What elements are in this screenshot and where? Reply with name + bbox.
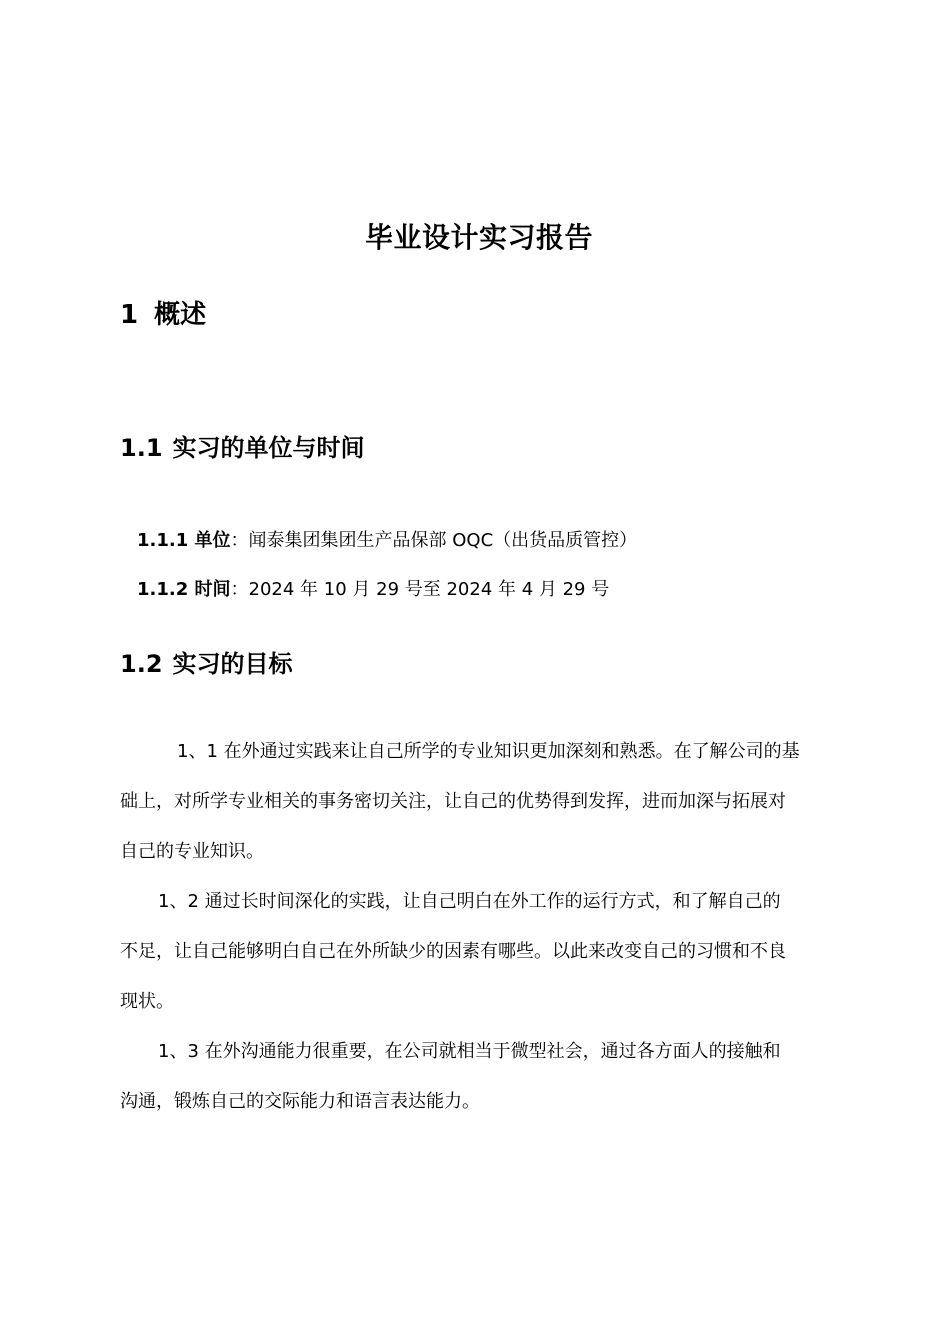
goal-1-line-1: 1、1 在外通过实践来让自己所学的专业知识更加深刻和熟悉。在了解公司的基: [177, 741, 800, 762]
goal-2-line-1: 1、2 通过长时间深化的实践，让自己明白在外工作的运行方式，和了解自己的: [158, 891, 781, 912]
section-1-2-title: 实习的目标: [172, 650, 293, 678]
section-1-1-number: 1.1: [120, 434, 163, 462]
section-1-2-number: 1.2: [120, 650, 163, 678]
section-1-number: 1: [120, 300, 139, 330]
unit-separator: ：: [230, 530, 249, 551]
section-1-2-heading: [120, 644, 293, 679]
section-1-heading: [120, 294, 206, 331]
internship-time: [137, 575, 609, 601]
goal-2-line-2: 不足，让自己能够明白自己在外所缺少的因素有哪些。以此来改变自己的习惯和不良: [120, 941, 786, 962]
goal-2-line-3: 现状。: [120, 991, 174, 1012]
goal-paragraph-2: [120, 877, 838, 1027]
goal-paragraph-3: [120, 1027, 838, 1127]
goal-3-line-1: 1、3 在外沟通能力很重要，在公司就相当于微型社会，通过各方面人的接触和: [158, 1041, 781, 1062]
section-1-title: 概述: [154, 300, 207, 330]
time-value: 2024 年 10 月 29 号至 2024 年 4 月 29 号: [248, 579, 610, 600]
document-title: 毕业设计实习报告: [364, 221, 593, 254]
goal-1-line-3: 自己的专业知识。: [120, 841, 264, 862]
unit-label: 1.1.1 单位: [137, 530, 231, 551]
section-1-1-title: 实习的单位与时间: [172, 434, 365, 462]
internship-unit: [137, 526, 637, 552]
time-label: 1.1.2 时间: [137, 579, 231, 600]
goal-3-line-2: 沟通，锻炼自己的交际能力和语言表达能力。: [120, 1091, 480, 1112]
goal-paragraph-1: [120, 727, 838, 877]
goal-1-line-2: 础上，对所学专业相关的事务密切关注，让自己的优势得到发挥，进而加深与拓展对: [120, 791, 786, 812]
unit-value: 闻泰集团集团生产品保部 OQC（出货品质管控）: [248, 530, 638, 551]
time-separator: ：: [230, 579, 249, 600]
section-1-1-heading: [120, 428, 365, 463]
